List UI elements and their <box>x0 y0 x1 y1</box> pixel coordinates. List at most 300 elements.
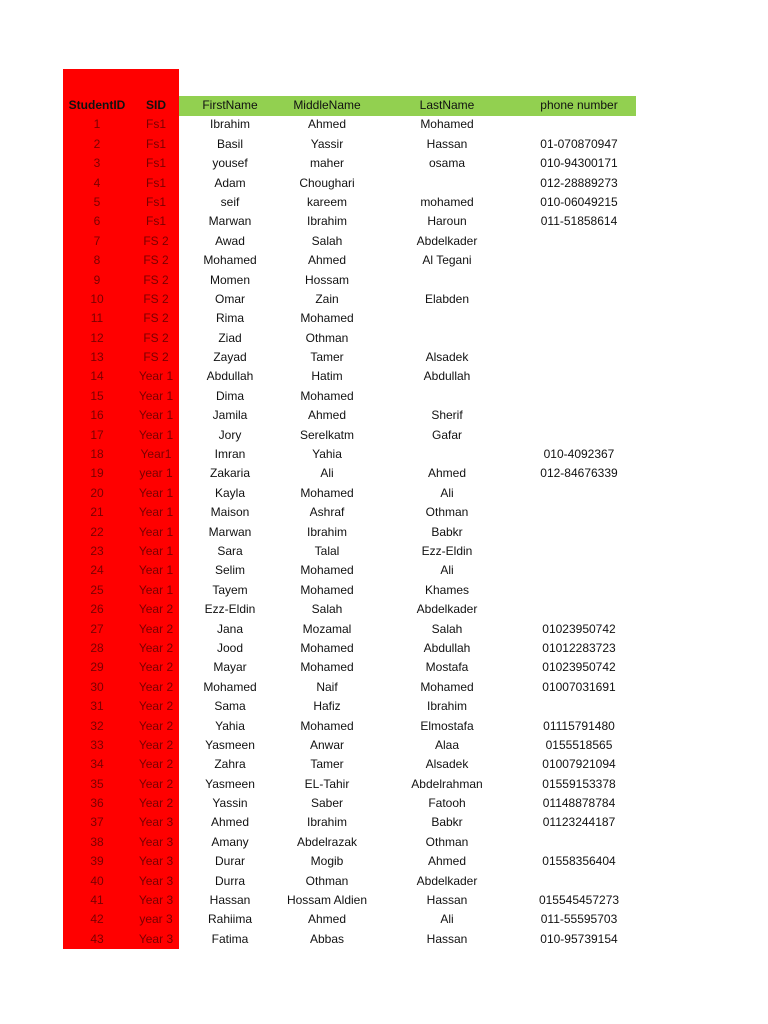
student-id-cell[interactable]: 13 <box>90 350 104 365</box>
sid-cell[interactable]: Year 3 <box>138 854 174 869</box>
phone-number-cell[interactable]: 01123244187 <box>542 815 616 830</box>
table-row <box>63 271 636 290</box>
first-name-cell[interactable]: Zahra <box>214 757 246 772</box>
phone-number-cell[interactable]: 01-070870947 <box>540 136 618 151</box>
middle-name-cell[interactable]: Yassir <box>310 136 344 151</box>
last-name-cell[interactable]: Gafar <box>431 427 462 442</box>
last-name-cell[interactable]: Babkr <box>431 815 463 830</box>
sid-cell[interactable]: Year 3 <box>138 893 174 908</box>
sid-cell[interactable]: Fs1 <box>145 175 166 190</box>
phone-number-cell[interactable]: 01023950742 <box>542 621 616 636</box>
phone-number-cell[interactable]: 01012283723 <box>542 640 616 655</box>
middle-name-cell[interactable]: Ashraf <box>309 505 345 520</box>
student-id-cell[interactable]: 5 <box>93 194 101 209</box>
student-id-cell[interactable]: 2 <box>93 136 101 151</box>
phone-number-cell[interactable] <box>515 309 643 328</box>
middle-name-cell[interactable]: Hafiz <box>313 699 341 714</box>
first-name-cell[interactable]: yousef <box>212 156 248 171</box>
middle-name-cell[interactable]: Ahmed <box>307 117 347 132</box>
first-name-cell[interactable]: Mohamed <box>203 253 257 268</box>
phone-number-cell[interactable] <box>515 290 643 309</box>
first-name-cell[interactable]: Awad <box>215 233 245 248</box>
phone-number-cell[interactable]: 01007921094 <box>542 757 616 772</box>
sid-cell[interactable]: FS 2 <box>143 330 169 345</box>
last-name-cell[interactable]: Elabden <box>424 291 470 306</box>
last-name-cell[interactable]: Ibrahim <box>426 699 467 714</box>
table-row <box>63 813 636 832</box>
table-row <box>63 581 636 600</box>
student-id-cell[interactable]: 4 <box>93 175 101 190</box>
first-name-cell[interactable]: Kayla <box>214 485 246 500</box>
middle-name-cell[interactable]: Serelkatm <box>299 427 355 442</box>
last-name-cell[interactable]: Alaa <box>434 737 460 752</box>
first-name-cell[interactable]: Marwan <box>208 524 252 539</box>
phone-number-cell[interactable] <box>515 523 643 542</box>
middle-name-cell[interactable]: maher <box>309 156 344 171</box>
middle-name-cell[interactable]: Ahmed <box>307 408 347 423</box>
middle-name-cell[interactable]: Choughari <box>299 175 355 190</box>
phone-number-cell[interactable]: 01559153378 <box>542 776 616 791</box>
sid-cell[interactable]: year 1 <box>139 466 173 481</box>
sid-cell[interactable]: Year 2 <box>138 602 174 617</box>
table-row <box>63 212 636 231</box>
first-name-cell[interactable]: Mayar <box>213 660 247 675</box>
sid-cell[interactable]: Year 2 <box>138 679 174 694</box>
sid-cell[interactable]: FS 2 <box>143 350 169 365</box>
sid-cell[interactable]: Fs1 <box>145 194 166 209</box>
student-id-cell[interactable]: 37 <box>90 815 104 830</box>
table-row <box>63 833 636 852</box>
sid-cell[interactable]: Year 2 <box>138 718 174 733</box>
table-row <box>63 503 636 522</box>
table-row <box>63 154 636 173</box>
sid-cell[interactable]: FS 2 <box>143 253 169 268</box>
header-last-name[interactable]: LastName <box>419 98 475 112</box>
last-name-cell[interactable]: Ahmed <box>427 854 467 869</box>
middle-name-cell[interactable]: Mohamed <box>300 718 354 733</box>
middle-name-cell[interactable]: kareem <box>306 194 347 209</box>
last-name-cell[interactable]: Ezz-Eldin <box>421 543 473 558</box>
first-name-cell[interactable]: Mohamed <box>203 679 257 694</box>
first-name-cell[interactable]: Marwan <box>208 214 252 229</box>
student-id-cell[interactable]: 26 <box>90 602 104 617</box>
middle-name-cell[interactable]: Mohamed <box>300 582 354 597</box>
table-row <box>63 600 636 619</box>
student-id-cell[interactable]: 14 <box>90 369 104 384</box>
middle-name-cell[interactable]: Mogib <box>310 854 344 869</box>
student-id-cell[interactable]: 41 <box>90 893 104 908</box>
table-row <box>63 464 636 483</box>
last-name-cell[interactable]: Othman <box>425 505 469 520</box>
first-name-cell[interactable]: Ziad <box>218 330 242 345</box>
last-name-cell[interactable]: Abdullah <box>423 369 471 384</box>
student-id-cell[interactable]: 21 <box>90 505 104 520</box>
last-name-cell[interactable]: Ali <box>440 563 454 578</box>
table-row <box>63 891 636 910</box>
middle-name-cell[interactable]: Abbas <box>309 931 345 946</box>
student-id-cell[interactable]: 10 <box>90 291 104 306</box>
table-row <box>63 910 636 929</box>
phone-number-cell[interactable]: 011-55595703 <box>540 912 618 927</box>
last-name-cell[interactable]: Abdelkader <box>416 233 478 248</box>
table-row <box>63 348 636 367</box>
last-name-cell[interactable]: Sherif <box>431 408 463 423</box>
sid-cell[interactable]: Year 1 <box>138 582 174 597</box>
sid-cell[interactable]: Year 2 <box>138 660 174 675</box>
first-name-cell[interactable]: Imran <box>214 447 246 462</box>
student-id-cell[interactable]: 34 <box>90 757 104 772</box>
last-name-cell[interactable]: Mohamed <box>420 679 474 694</box>
sid-cell[interactable]: Year 1 <box>138 505 174 520</box>
phone-number-cell[interactable] <box>515 271 643 290</box>
phone-number-cell[interactable] <box>515 426 643 445</box>
last-name-cell[interactable]: Haroun <box>427 214 467 229</box>
header-student-id[interactable]: StudentID <box>68 98 126 112</box>
phone-number-cell[interactable]: 01023950742 <box>542 660 616 675</box>
phone-number-cell[interactable]: 01007031691 <box>542 679 616 694</box>
first-name-cell[interactable]: Jory <box>218 427 242 442</box>
first-name-cell[interactable]: Ezz-Eldin <box>204 602 256 617</box>
table-row <box>63 426 636 445</box>
student-id-cell[interactable]: 39 <box>90 854 104 869</box>
first-name-cell[interactable]: Dima <box>215 388 244 403</box>
last-name-cell[interactable]: Abdelkader <box>416 602 478 617</box>
sid-cell[interactable]: Year 2 <box>138 796 174 811</box>
sid-cell[interactable]: Year 1 <box>138 543 174 558</box>
first-name-cell[interactable]: Rahiima <box>207 912 252 927</box>
table-row <box>63 232 636 251</box>
first-name-cell[interactable]: Hassan <box>209 893 251 908</box>
first-name-cell[interactable]: Selim <box>214 563 245 578</box>
table-row <box>63 251 636 270</box>
phone-number-cell[interactable] <box>515 833 643 852</box>
student-id-cell[interactable]: 43 <box>90 931 104 946</box>
table-row <box>63 852 636 871</box>
middle-name-cell[interactable]: Anwar <box>309 737 344 752</box>
student-id-cell[interactable]: 24 <box>90 563 104 578</box>
phone-number-cell[interactable]: 011-51858614 <box>540 214 618 229</box>
first-name-cell[interactable]: Adam <box>214 175 246 190</box>
phone-number-cell[interactable] <box>515 232 643 251</box>
sid-cell[interactable]: year 3 <box>139 912 173 927</box>
phone-number-cell[interactable]: 010-4092367 <box>543 447 615 462</box>
sid-cell[interactable]: Fs1 <box>145 214 166 229</box>
table-row <box>63 174 636 193</box>
last-name-cell[interactable]: Elmostafa <box>420 718 474 733</box>
middle-name-cell[interactable]: Yahia <box>312 447 342 462</box>
last-name-cell[interactable]: Abdelrahman <box>411 776 483 791</box>
first-name-cell[interactable]: Ibrahim <box>209 117 250 132</box>
student-id-cell[interactable]: 40 <box>90 873 104 888</box>
student-id-cell[interactable]: 20 <box>90 485 104 500</box>
last-name-cell[interactable]: mohamed <box>420 194 474 209</box>
middle-name-cell[interactable]: Othman <box>305 873 349 888</box>
sid-cell[interactable]: Year 1 <box>138 485 174 500</box>
sid-cell[interactable]: Year 1 <box>138 408 174 423</box>
sid-cell[interactable]: Year 3 <box>138 873 174 888</box>
middle-name-cell[interactable]: Ahmed <box>307 912 347 927</box>
phone-number-cell[interactable] <box>515 581 643 600</box>
student-id-cell[interactable]: 7 <box>93 233 101 248</box>
phone-number-cell[interactable]: 015545457273 <box>538 893 620 908</box>
sid-cell[interactable]: Year 1 <box>138 388 174 403</box>
sid-cell[interactable]: FS 2 <box>143 233 169 248</box>
student-id-cell[interactable]: 42 <box>90 912 104 927</box>
student-id-cell[interactable]: 25 <box>90 582 104 597</box>
middle-name-cell[interactable]: Zain <box>315 291 339 306</box>
first-name-cell[interactable]: seif <box>220 194 240 209</box>
phone-number-cell[interactable] <box>515 600 643 619</box>
sid-cell[interactable]: Year 1 <box>138 427 174 442</box>
first-name-cell[interactable]: Zayad <box>213 350 247 365</box>
table-row <box>63 658 636 677</box>
last-name-cell[interactable]: Salah <box>431 621 463 636</box>
middle-name-cell[interactable]: Ali <box>320 466 334 481</box>
first-name-cell[interactable]: Jana <box>216 621 244 636</box>
middle-name-cell[interactable]: Talal <box>314 543 340 558</box>
first-name-cell[interactable]: Sama <box>214 699 246 714</box>
last-name-cell[interactable]: Hassan <box>426 136 468 151</box>
student-id-cell[interactable]: 35 <box>90 776 104 791</box>
phone-number-cell[interactable] <box>515 387 643 406</box>
phone-number-cell[interactable]: 01558356404 <box>542 854 616 869</box>
last-name-cell[interactable]: Mostafa <box>425 660 469 675</box>
table-row <box>63 717 636 736</box>
student-id-cell[interactable]: 30 <box>90 679 104 694</box>
phone-number-cell[interactable] <box>515 115 643 134</box>
last-name-cell[interactable]: Othman <box>425 834 469 849</box>
table-row <box>63 290 636 309</box>
table-row <box>63 115 636 134</box>
middle-name-cell[interactable]: Mohamed <box>300 485 354 500</box>
first-name-cell[interactable]: Omar <box>215 291 245 306</box>
last-name-cell[interactable] <box>383 445 511 464</box>
sid-cell[interactable]: Year 2 <box>138 776 174 791</box>
first-name-cell[interactable]: Jood <box>216 640 244 655</box>
table-row <box>63 736 636 755</box>
student-id-cell[interactable]: 36 <box>90 796 104 811</box>
phone-number-cell[interactable] <box>515 503 643 522</box>
header-middle-name[interactable]: MiddleName <box>293 98 361 112</box>
first-name-cell[interactable]: Yassin <box>212 796 248 811</box>
student-id-cell[interactable]: 1 <box>93 117 101 132</box>
sid-cell[interactable]: FS 2 <box>143 272 169 287</box>
last-name-cell[interactable] <box>383 329 511 348</box>
sid-cell[interactable]: Year 1 <box>138 524 174 539</box>
sid-cell[interactable]: Year 2 <box>138 757 174 772</box>
middle-name-cell[interactable]: Mohamed <box>300 388 354 403</box>
student-id-cell[interactable]: 15 <box>90 388 104 403</box>
student-id-cell[interactable]: 11 <box>90 311 104 326</box>
first-name-cell[interactable]: Yahia <box>215 718 245 733</box>
last-name-cell[interactable]: Babkr <box>431 524 463 539</box>
last-name-cell[interactable]: Ahmed <box>427 466 467 481</box>
middle-name-cell[interactable]: Saber <box>310 796 344 811</box>
last-name-cell[interactable]: Hassan <box>426 893 468 908</box>
last-name-cell[interactable]: Abdullah <box>423 640 471 655</box>
table-row <box>63 329 636 348</box>
phone-number-cell[interactable]: 010-94300171 <box>540 156 618 171</box>
table-row <box>63 387 636 406</box>
student-id-cell[interactable]: 22 <box>90 524 104 539</box>
middle-name-cell[interactable]: Mohamed <box>300 563 354 578</box>
sid-cell[interactable]: Fs1 <box>145 117 166 132</box>
first-name-cell[interactable]: Maison <box>210 505 250 520</box>
phone-number-cell[interactable] <box>515 329 643 348</box>
sid-cell[interactable]: Year 2 <box>138 640 174 655</box>
middle-name-cell[interactable]: Tamer <box>310 350 344 365</box>
student-table <box>63 96 636 949</box>
first-name-cell[interactable]: Durra <box>214 873 245 888</box>
first-name-cell[interactable]: Yasmeen <box>205 776 255 791</box>
middle-name-cell[interactable]: Mohamed <box>300 311 354 326</box>
phone-number-cell[interactable]: 0155518565 <box>545 737 613 752</box>
last-name-cell[interactable]: Alsadek <box>425 757 469 772</box>
first-name-cell[interactable]: Abdullah <box>206 369 254 384</box>
table-row <box>63 309 636 328</box>
table-row <box>63 542 636 561</box>
student-id-cell[interactable]: 19 <box>90 466 104 481</box>
first-name-cell[interactable]: Sara <box>217 543 243 558</box>
last-name-cell[interactable]: Al Tegani <box>422 253 472 268</box>
student-id-cell[interactable]: 33 <box>90 737 104 752</box>
student-id-cell[interactable]: 28 <box>90 640 104 655</box>
student-id-cell[interactable]: 29 <box>90 660 104 675</box>
table-row <box>63 193 636 212</box>
middle-name-cell[interactable]: Abdelrazak <box>296 834 358 849</box>
student-id-cell[interactable]: 23 <box>90 543 104 558</box>
table-row <box>63 561 636 580</box>
phone-number-cell[interactable] <box>515 367 643 386</box>
phone-number-cell[interactable] <box>515 251 643 270</box>
sid-cell[interactable]: FS 2 <box>143 311 169 326</box>
first-name-cell[interactable]: Rima <box>215 311 244 326</box>
first-name-cell[interactable]: Ahmed <box>210 815 250 830</box>
last-name-cell[interactable]: Abdelkader <box>416 873 478 888</box>
sid-cell[interactable]: Year 2 <box>138 621 174 636</box>
middle-name-cell[interactable]: Hatim <box>311 369 343 384</box>
sid-cell[interactable]: Fs1 <box>145 156 166 171</box>
middle-name-cell[interactable]: Ibrahim <box>306 214 347 229</box>
last-name-cell[interactable] <box>383 309 511 328</box>
last-name-cell[interactable]: Ali <box>440 912 454 927</box>
middle-name-cell[interactable]: Salah <box>311 233 343 248</box>
phone-number-cell[interactable]: 01148878784 <box>542 796 616 811</box>
first-name-cell[interactable]: Momen <box>209 272 250 287</box>
student-id-cell[interactable]: 38 <box>90 834 104 849</box>
last-name-cell[interactable]: Alsadek <box>425 350 469 365</box>
phone-number-cell[interactable] <box>515 542 643 561</box>
student-id-cell[interactable]: 32 <box>90 718 104 733</box>
first-name-cell[interactable]: Basil <box>216 136 243 151</box>
middle-name-cell[interactable]: EL-Tahir <box>304 776 350 791</box>
first-name-cell[interactable]: Fatima <box>211 931 249 946</box>
student-id-cell[interactable]: 9 <box>93 272 101 287</box>
last-name-cell[interactable]: osama <box>428 156 466 171</box>
student-id-cell[interactable]: 17 <box>90 427 104 442</box>
phone-number-cell[interactable] <box>515 348 643 367</box>
table-row <box>63 620 636 639</box>
last-name-cell[interactable]: Fatooh <box>428 796 466 811</box>
sid-cell[interactable]: Year 3 <box>138 834 174 849</box>
sid-cell[interactable]: FS 2 <box>143 291 169 306</box>
phone-number-cell[interactable]: 012-84676339 <box>540 466 618 481</box>
table-row <box>63 930 636 949</box>
phone-number-cell[interactable]: 012-28889273 <box>540 175 618 190</box>
middle-name-cell[interactable]: Mohamed <box>300 640 354 655</box>
student-id-cell[interactable]: 6 <box>93 214 101 229</box>
first-name-cell[interactable]: Durar <box>214 854 245 869</box>
phone-number-cell[interactable] <box>515 561 643 580</box>
first-name-cell[interactable]: Tayem <box>212 582 248 597</box>
student-id-cell[interactable]: 12 <box>90 330 104 345</box>
first-name-cell[interactable]: Zakaria <box>209 466 250 481</box>
sid-cell[interactable]: Year 2 <box>138 699 174 714</box>
last-name-cell[interactable]: Khames <box>424 582 470 597</box>
student-id-cell[interactable]: 31 <box>90 699 104 714</box>
phone-number-cell[interactable]: 01115791480 <box>543 718 615 733</box>
phone-number-cell[interactable] <box>515 406 643 425</box>
middle-name-cell[interactable]: Tamer <box>310 757 344 772</box>
last-name-cell[interactable] <box>383 387 511 406</box>
middle-name-cell[interactable]: Mozamal <box>302 621 352 636</box>
header-first-name[interactable]: FirstName <box>202 98 258 112</box>
header-sid[interactable]: SID <box>145 98 166 112</box>
middle-name-cell[interactable]: Mohamed <box>300 660 354 675</box>
middle-name-cell[interactable]: Ibrahim <box>306 815 347 830</box>
table-body <box>63 115 636 949</box>
middle-name-cell[interactable]: Ahmed <box>307 253 347 268</box>
phone-number-cell[interactable]: 010-95739154 <box>540 931 618 946</box>
middle-name-cell[interactable]: Naif <box>316 679 338 694</box>
last-name-cell[interactable]: Mohamed <box>420 117 474 132</box>
sid-cell[interactable]: Fs1 <box>145 136 166 151</box>
table-row <box>63 755 636 774</box>
first-name-cell[interactable]: Yasmeen <box>205 737 255 752</box>
table-row <box>63 484 636 503</box>
student-id-cell[interactable]: 27 <box>90 621 104 636</box>
last-name-cell[interactable]: Ali <box>440 485 454 500</box>
sid-cell[interactable]: Year 3 <box>138 815 174 830</box>
phone-number-cell[interactable]: 010-06049215 <box>540 194 618 209</box>
sid-cell[interactable]: Year 2 <box>138 737 174 752</box>
middle-name-cell[interactable]: Salah <box>311 602 343 617</box>
first-name-cell[interactable]: Jamila <box>212 408 248 423</box>
student-id-cell[interactable]: 8 <box>93 253 101 268</box>
phone-number-cell[interactable] <box>515 484 643 503</box>
sid-cell[interactable]: Year 1 <box>138 369 174 384</box>
middle-name-cell[interactable]: Hossam <box>304 272 349 287</box>
student-id-cell[interactable]: 16 <box>90 408 104 423</box>
header-phone-number[interactable]: phone number <box>540 98 618 112</box>
student-id-cell[interactable]: 3 <box>93 156 101 171</box>
middle-name-cell[interactable]: Ibrahim <box>306 524 347 539</box>
sid-cell[interactable]: Year 3 <box>138 931 174 946</box>
student-id-cell[interactable]: 18 <box>90 447 104 462</box>
first-name-cell[interactable]: Amany <box>211 834 249 849</box>
middle-name-cell[interactable]: Hossam Aldien <box>286 893 368 908</box>
sid-cell[interactable]: Year 1 <box>138 563 174 578</box>
table-row <box>63 775 636 794</box>
sid-cell[interactable]: Year1 <box>140 447 172 462</box>
phone-number-cell[interactable] <box>515 697 643 716</box>
last-name-cell[interactable] <box>383 174 511 193</box>
phone-number-cell[interactable] <box>515 872 643 891</box>
last-name-cell[interactable] <box>383 271 511 290</box>
table-row <box>63 678 636 697</box>
last-name-cell[interactable]: Hassan <box>426 931 468 946</box>
middle-name-cell[interactable]: Othman <box>305 330 349 345</box>
